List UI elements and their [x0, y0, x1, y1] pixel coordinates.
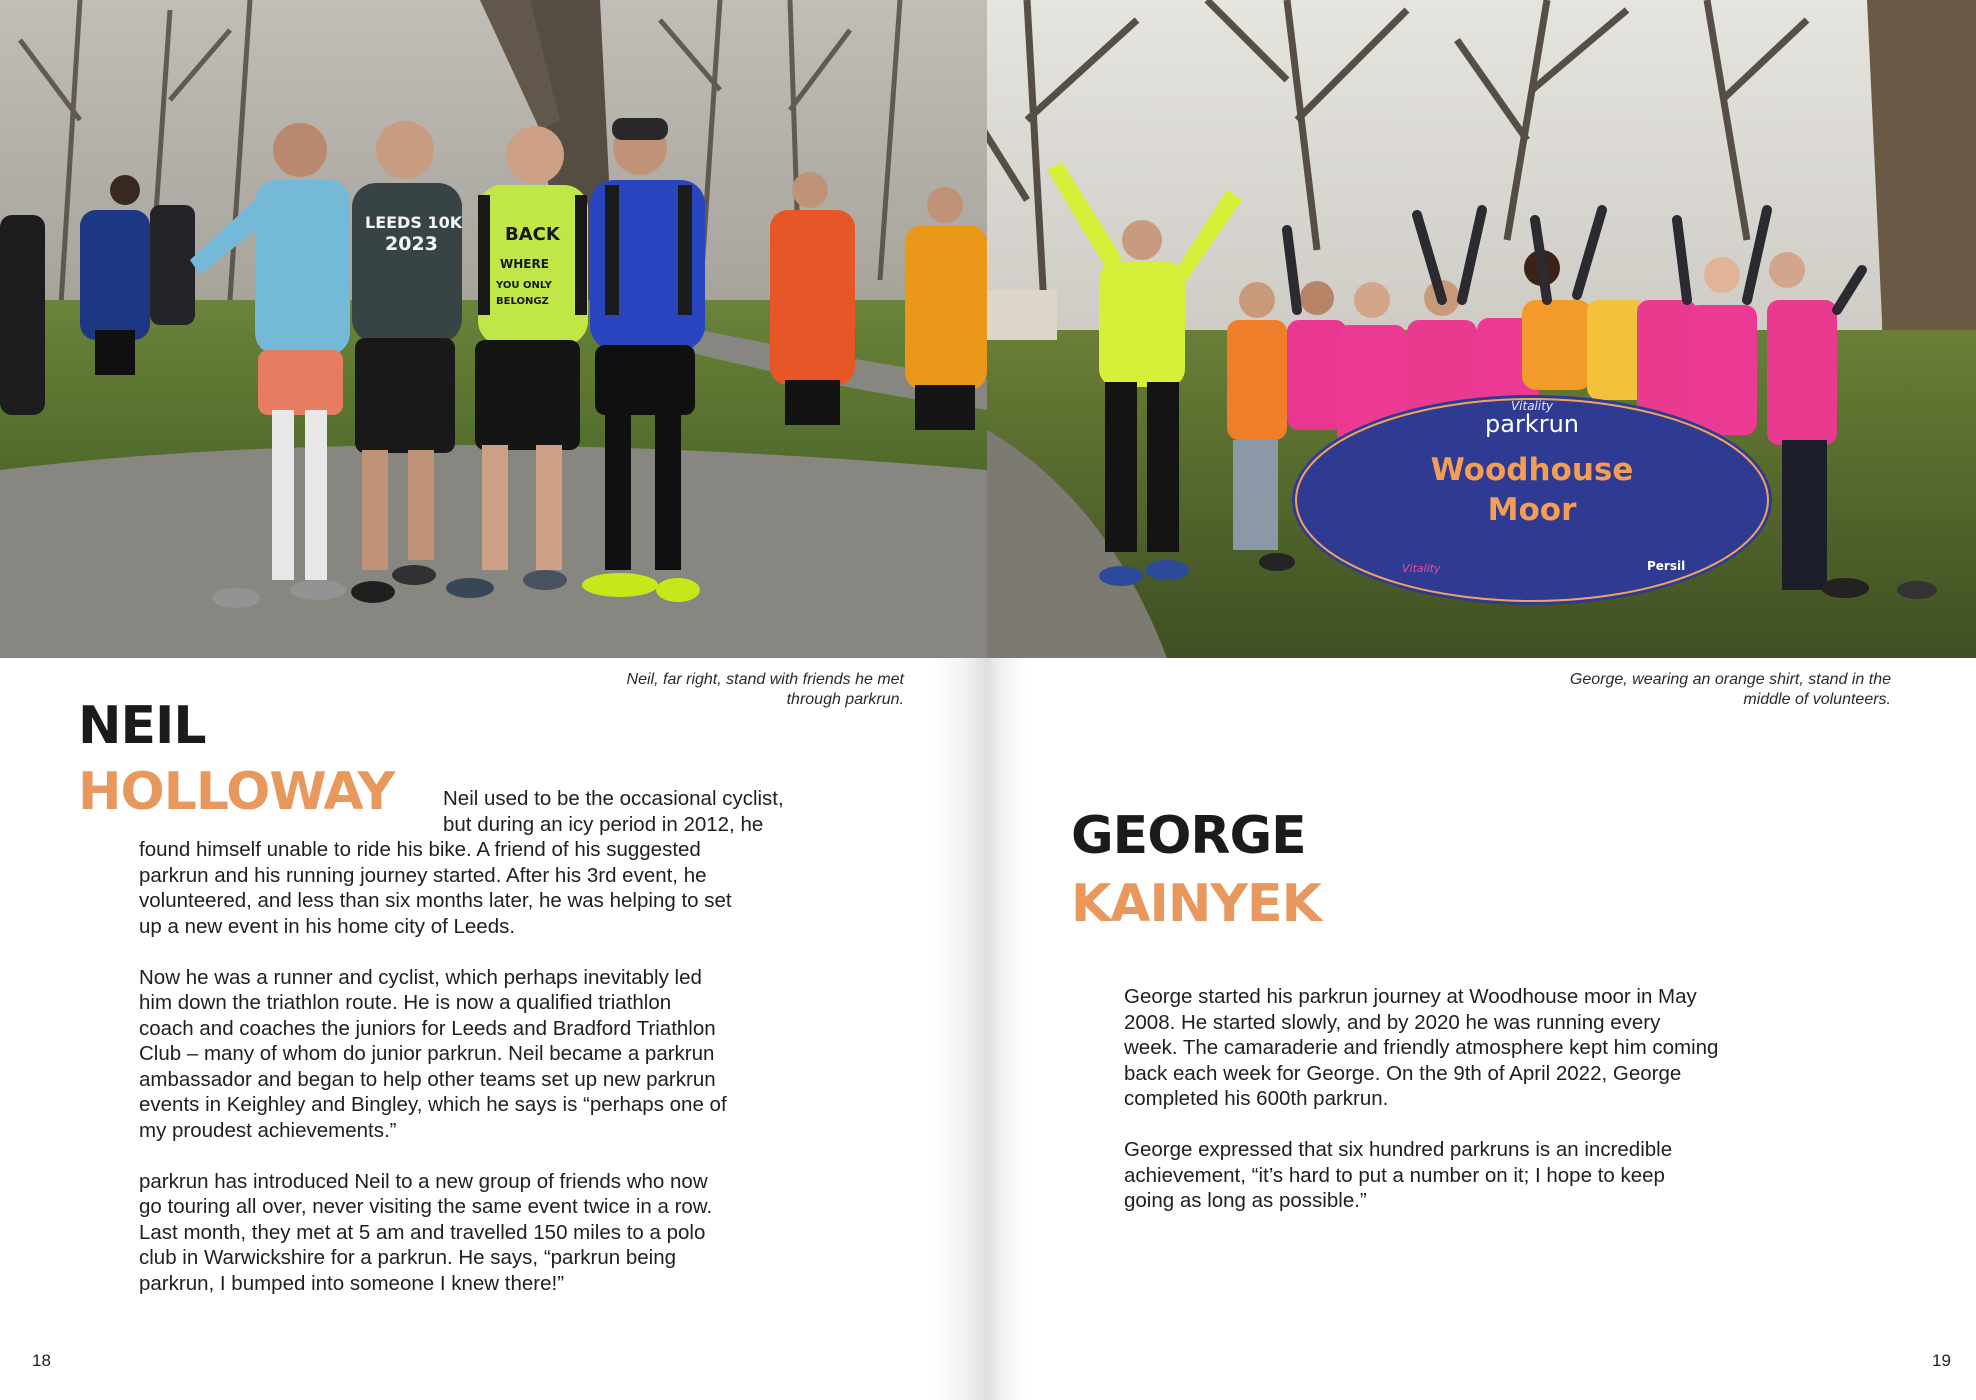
article-body [1124, 984, 1844, 1239]
text-line: events in Keighley and Bingley, which he says is “perhaps one of [139, 1093, 727, 1116]
text-line: going as long as possible.” [1124, 1189, 1367, 1212]
sign-line-moor: Moor [1487, 492, 1577, 528]
text-line: George expressed that six hundred parkruns is an incredible [1124, 1138, 1673, 1161]
text-line: but during an icy period in 2012, he [443, 812, 764, 836]
article-body [139, 837, 859, 1322]
paragraph [139, 1169, 859, 1297]
runners-photo [0, 0, 987, 658]
text-line: coach and coaches the juniors for Leeds and Bradford Triathlon [139, 1016, 716, 1040]
lead-text [443, 786, 863, 837]
text-line: Club – many of whom do junior parkrun. Neil became a parkrun [139, 1042, 715, 1065]
text-line: found himself unable to ride his bike. A friend of his suggested [139, 838, 701, 861]
photo-caption [500, 670, 904, 710]
sign-sponsor-persil: Persil [1647, 559, 1686, 573]
volunteers-photo [987, 0, 1976, 658]
profile-last-name: KAINYEK [1071, 874, 1321, 934]
right-page [987, 0, 1976, 1400]
gutter-shadow [930, 658, 987, 1400]
caption-line: Neil, far right, stand with friends he met [626, 671, 904, 688]
text-line: Neil used to be the occasional cyclist, [443, 787, 784, 810]
text-line: George started his parkrun journey at Woodhouse moor in May [1124, 985, 1697, 1008]
paragraph [139, 965, 859, 1144]
text-line: parkrun, I bumped into someone I knew there!” [139, 1271, 565, 1295]
text-line: club in Warwickshire for a parkrun. He says, “parkrun being [139, 1246, 677, 1269]
shirt-text-belongz: BELONGZ [496, 296, 549, 307]
text-line: up a new event in his home city of Leeds. [139, 914, 516, 938]
sign-brand: parkrun [1485, 410, 1579, 438]
text-line: him down the triathlon route. He is now a qualified triathlon [139, 991, 672, 1014]
text-line: week. The camaraderie and friendly atmosphere kept him coming [1124, 1036, 1719, 1059]
sign-sponsor-vitality: Vitality [1402, 562, 1441, 575]
runners-photo-illustration [0, 0, 987, 658]
caption-line: through parkrun. [786, 691, 904, 708]
text-line: 2008. He started slowly, and by 2020 he was running every [1124, 1010, 1661, 1034]
text-line: Last month, they met at 5 am and travelled 150 miles to a polo [139, 1220, 706, 1244]
sign-brand-small: Vitality [1510, 399, 1554, 413]
profile-first-name: GEORGE [1071, 806, 1306, 866]
volunteers-photo-illustration [987, 0, 1976, 658]
text-line: Now he was a runner and cyclist, which perhaps inevitably led [139, 965, 702, 989]
page-number: 19 [1932, 1351, 1951, 1370]
paragraph [1124, 984, 1844, 1112]
text-line: parkrun and his running journey started. After his 3rd event, he [139, 863, 707, 887]
shirt-text-where: WHERE [500, 257, 549, 271]
shirt-text-back: BACK [505, 224, 560, 245]
text-line: completed his 600th parkrun. [1124, 1087, 1389, 1110]
caption-line: George, wearing an orange shirt, stand in the [1569, 671, 1891, 688]
paragraph [1124, 1137, 1844, 1214]
gutter-shadow [987, 658, 1027, 1400]
paragraph [139, 837, 859, 939]
profile-first-name: NEIL [78, 696, 206, 756]
page-number: 18 [32, 1351, 51, 1370]
left-page [0, 0, 987, 1400]
text-line: ambassador and began to help other teams set up new parkrun [139, 1067, 716, 1091]
photo-caption [1487, 670, 1891, 710]
text-line: my proudest achievements.” [139, 1118, 397, 1142]
profile-last-name: HOLLOWAY [78, 762, 395, 822]
shirt-text-year: 2023 [385, 233, 438, 255]
text-line: volunteered, and less than six months later, he was helping to set [139, 889, 732, 912]
text-line: achievement, “it’s hard to put a number on it; I hope to keep [1124, 1163, 1665, 1187]
text-line: parkrun has introduced Neil to a new group of friends who now [139, 1169, 708, 1193]
text-line: back each week for George. On the 9th of April 2022, George [1124, 1061, 1682, 1085]
caption-line: middle of volunteers. [1743, 691, 1891, 708]
shirt-text-you-only: YOU ONLY [496, 280, 552, 291]
sign-line-woodhouse: Woodhouse [1430, 452, 1634, 488]
text-line: go touring all over, never visiting the same event twice in a row. [139, 1195, 713, 1218]
shirt-text-leeds-10k: LEEDS 10K [365, 213, 463, 232]
